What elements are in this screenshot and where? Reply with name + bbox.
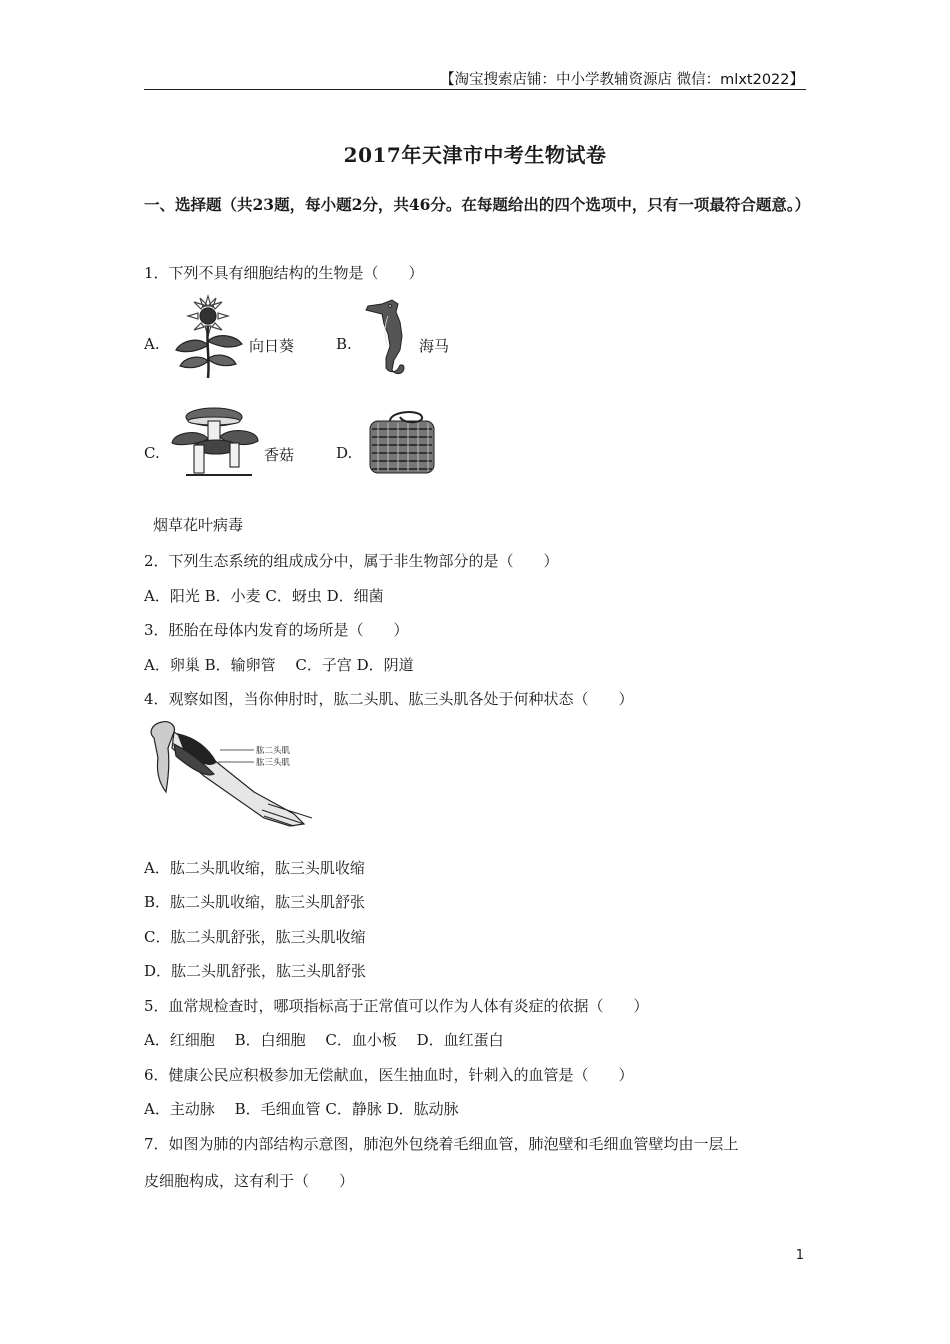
q4-option-c: C．肱二头肌舒张，肱三头肌收缩 [144, 928, 366, 946]
q1-option-c-letter: C. [144, 444, 160, 462]
q1-option-a-letter: A. [144, 335, 160, 353]
q1-stem: 1．下列不具有细胞结构的生物是（ ） [144, 264, 424, 282]
q2-options: A．阳光 B．小麦 C．蚜虫 D．细菌 [144, 587, 384, 605]
page-number: 1 [795, 1248, 804, 1263]
arm-muscle-diagram [144, 718, 316, 832]
q2-stem: 2．下列生态系统的组成成分中，属于非生物部分的是（ ） [144, 552, 559, 570]
q1-option-b-letter: B. [336, 335, 352, 353]
header-rule [144, 89, 806, 90]
q1-option-b-label: 海马 [419, 337, 450, 355]
seahorse-image [362, 296, 416, 382]
q4-stem: 4．观察如图，当你伸肘时，肱二头肌、肱三头肌各处于何种状态（ ） [144, 690, 634, 708]
biceps-label: 肱二头肌 [256, 746, 291, 756]
q3-stem: 3．胚胎在母体内发育的场所是（ ） [144, 621, 409, 639]
mushroom-image [168, 403, 262, 481]
q1-option-d-letter: D. [336, 444, 353, 462]
triceps-label: 肱三头肌 [256, 758, 291, 768]
section-heading: 一、选择题（共23题，每小题2分，共46分。在每题给出的四个选项中，只有一项最符合题意。） [144, 195, 811, 214]
sunflower-image [170, 294, 246, 380]
tobacco-mosaic-virus-image [364, 407, 440, 477]
q6-stem: 6．健康公民应积极参加无偿献血，医生抽血时，针刺入的血管是（ ） [144, 1066, 634, 1084]
q4-option-d: D．肱二头肌舒张，肱三头肌舒张 [144, 962, 367, 980]
q1-option-a-label: 向日葵 [249, 337, 295, 355]
q4-option-b: B．肱二头肌收缩，肱三头肌舒张 [144, 893, 366, 911]
header-text: 【淘宝搜索店铺：中小学教辅资源店 微信：mlxt2022】 [440, 72, 804, 88]
q4-option-a: A．肱二头肌收缩，肱三头肌收缩 [144, 859, 365, 877]
q5-stem: 5．血常规检查时，哪项指标高于正常值可以作为人体有炎症的依据（ ） [144, 997, 649, 1015]
q7-stem-line1: 7．如图为肺的内部结构示意图，肺泡外包绕着毛细血管，肺泡壁和毛细血管壁均由一层上 [144, 1135, 739, 1153]
q3-options: A．卵巢 B．输卵管 C．子宫 D．阴道 [144, 656, 414, 674]
q7-stem-line2: 皮细胞构成，这有利于（ ） [144, 1172, 355, 1190]
q6-options: A．主动脉 B．毛细血管 C．静脉 D．肱动脉 [144, 1100, 459, 1118]
q5-options: A．红细胞 B．白细胞 C．血小板 D．血红蛋白 [144, 1031, 504, 1049]
q1-option-d-label: 烟草花叶病毒 [153, 516, 244, 534]
q1-option-c-label: 香菇 [264, 446, 295, 464]
page-title: 2017年天津市中考生物试卷 [343, 143, 607, 167]
